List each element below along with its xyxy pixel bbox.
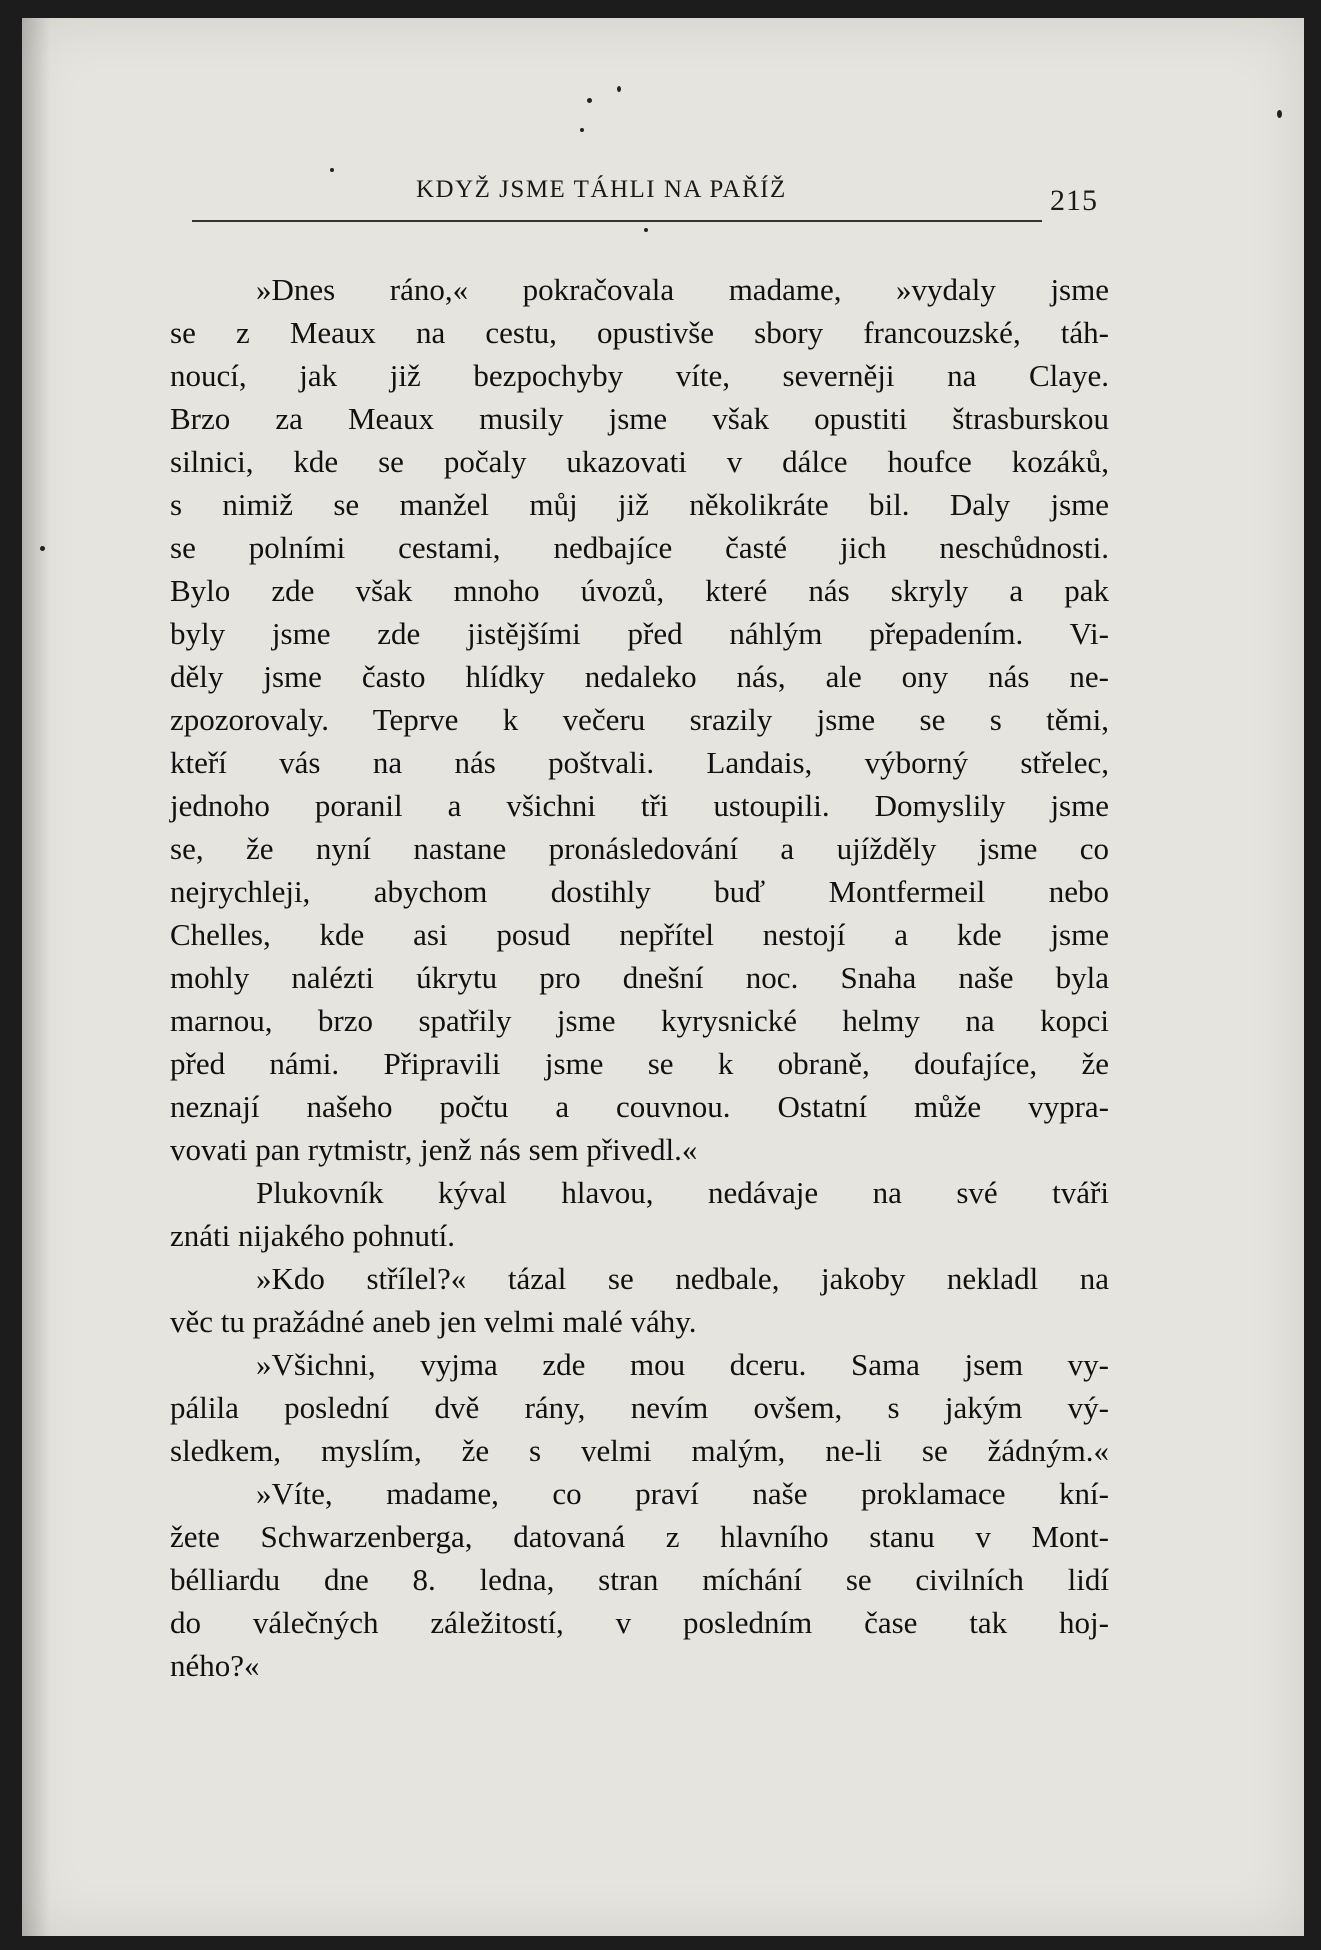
print-speck bbox=[40, 546, 45, 551]
text-line: Chelles, kde asi posud nepřítel nestojí a kde jsme bbox=[170, 917, 1109, 952]
text-line: s nimiž se manžel můj již několikráte bil. Daly jsme bbox=[170, 487, 1109, 522]
text-line: děly jsme často hlídky nedaleko nás, ale ony nás ne- bbox=[170, 659, 1109, 694]
text-line: »Kdo střílel?« tázal se nedbale, jakoby nekladl na bbox=[256, 1261, 1109, 1296]
text-line: se, že nyní nastane pronásledování a ujížděly jsme co bbox=[170, 831, 1109, 866]
header-rule bbox=[192, 220, 1042, 222]
book-page bbox=[22, 18, 1304, 1936]
text-line: vovati pan rytmistr, jenž nás sem přivedl.« bbox=[170, 1132, 698, 1167]
running-head: KDYŽ JSME TÁHLI NA PAŘÍŽ bbox=[416, 176, 787, 203]
print-speck bbox=[644, 228, 648, 232]
text-line: noucí, jak již bezpochyby víte, severněji na Claye. bbox=[170, 358, 1109, 393]
text-line: pálila poslední dvě rány, nevím ovšem, s jakým vý- bbox=[170, 1390, 1109, 1425]
text-line: zpozorovaly. Teprve k večeru srazily jsme se s těmi, bbox=[170, 702, 1109, 737]
text-line: neznají našeho počtu a couvnou. Ostatní může vypra- bbox=[170, 1089, 1109, 1124]
print-speck bbox=[330, 168, 334, 172]
text-line: »Všichni, vyjma zde mou dceru. Sama jsem vy- bbox=[256, 1347, 1109, 1382]
text-line: jednoho poranil a všichni tři ustoupili. Domyslily jsme bbox=[170, 788, 1109, 823]
text-line: před námi. Připravili jsme se k obraně, doufajíce, že bbox=[170, 1046, 1109, 1081]
text-line: »Víte, madame, co praví naše proklamace kní- bbox=[256, 1476, 1109, 1511]
text-line: silnici, kde se počaly ukazovati v dálce houfce kozáků, bbox=[170, 444, 1109, 479]
text-line: znáti nijakého pohnutí. bbox=[170, 1218, 455, 1253]
body-text bbox=[170, 268, 1109, 1687]
text-line: kteří vás na nás poštvali. Landais, výborný střelec, bbox=[170, 745, 1109, 780]
text-line: žete Schwarzenberga, datovaná z hlavního stanu v Mont- bbox=[170, 1519, 1109, 1554]
text-line: bélliardu dne 8. ledna, stran míchání se civilních lidí bbox=[170, 1562, 1109, 1597]
text-line: mohly nalézti úkrytu pro dnešní noc. Snaha naše byla bbox=[170, 960, 1109, 995]
text-line: se polními cestami, nedbajíce časté jich neschůdnosti. bbox=[170, 530, 1109, 565]
text-line: věc tu pražádné aneb jen velmi malé váhy. bbox=[170, 1304, 697, 1339]
print-speck bbox=[580, 128, 584, 132]
text-line: Brzo za Meaux musily jsme však opustiti štrasburskou bbox=[170, 401, 1109, 436]
text-line: sledkem, myslím, že s velmi malým, ne-li se žádným.« bbox=[170, 1433, 1109, 1468]
text-line: nejrychleji, abychom dostihly buď Montfermeil nebo bbox=[170, 874, 1109, 909]
print-speck bbox=[1277, 110, 1282, 118]
text-line: se z Meaux na cestu, opustivše sbory francouzské, táh- bbox=[170, 315, 1109, 350]
text-line: do válečných záležitostí, v posledním čase tak hoj- bbox=[170, 1605, 1109, 1640]
text-line: »Dnes ráno,« pokračovala madame, »vydaly jsme bbox=[256, 272, 1109, 307]
print-speck bbox=[587, 98, 592, 103]
page-edge-shadow bbox=[22, 18, 50, 1936]
text-line: Bylo zde však mnoho úvozů, které nás skryly a pak bbox=[170, 573, 1109, 608]
text-line: Plukovník kýval hlavou, nedávaje na své tváři bbox=[256, 1175, 1109, 1210]
page-number: 215 bbox=[1050, 184, 1098, 217]
print-speck bbox=[617, 86, 621, 92]
text-line: byly jsme zde jistějšími před náhlým přepadením. Vi- bbox=[170, 616, 1109, 651]
text-line: marnou, brzo spatřily jsme kyrysnické helmy na kopci bbox=[170, 1003, 1109, 1038]
text-line: ného?« bbox=[170, 1648, 260, 1683]
page-header bbox=[170, 168, 1098, 228]
